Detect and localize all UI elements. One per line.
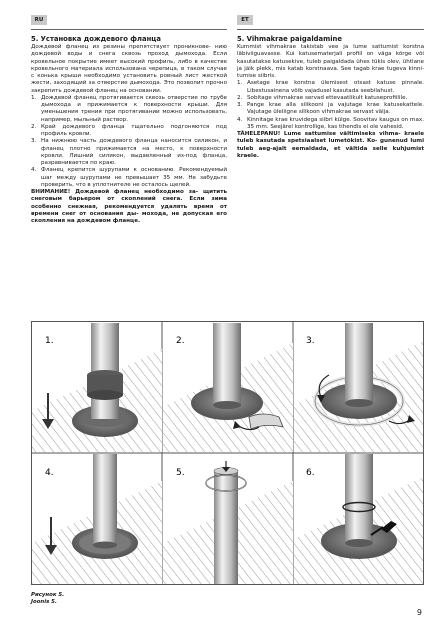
step-item (31, 167, 227, 189)
step-number: 3. (31, 138, 37, 145)
panel-label: 3. (306, 336, 315, 346)
step-number: 1. (237, 80, 243, 87)
step-text: На нижнюю часть дождевого фланца наносится силикон, и фланец плотно прижимается на место, к поверхности кровли. Лишний силикон, выдавленный из-под фланца, разравнивается по краю. (41, 138, 227, 166)
warning-paragraph-ru: ВНИМАНИЕ! Дождевой фланец необходимо за- щитить снеговым барьером от скоплений снега. Если зима особенно снежная, рекомендуется удалять время от времени снег от основания ды- мохода, не допуская его скопления на дождевом фланце. (31, 189, 227, 224)
step-text: Фланец крепится шурупами к основанию. Рекомендуемый шаг между шурупами не превышает 35 мм. Не забудьте проверить, что в уплотнителе не осталось щелей. (41, 167, 227, 188)
step-item (237, 102, 424, 117)
figure-captions (31, 592, 64, 606)
top-rule-right (237, 29, 424, 30)
step-number: 1. (31, 94, 37, 101)
column-russian (31, 35, 227, 225)
column-estonian (237, 35, 424, 160)
page-number: 9 (416, 608, 422, 617)
figure-caption-et: Joonis 5. (31, 599, 57, 605)
section-heading-ru: 5. Установка дождевого фланца (31, 35, 161, 43)
step-item (237, 117, 424, 132)
panel-label: 5. (176, 468, 185, 478)
panel-label: 4. (45, 468, 54, 478)
step-number: 2. (237, 94, 243, 101)
panel-label: 1. (45, 336, 54, 346)
panel-label: 6. (306, 468, 315, 478)
installation-figure-svg (31, 321, 424, 585)
step-text: Дождевой фланец протягивается сквозь отверстие по трубе дымохода и прижимается к поверхности крыши. Для уменьшения трения при протягивании можно использовать, например, мыльный раствор. (41, 94, 227, 123)
step-item (31, 138, 227, 167)
step-item (31, 124, 227, 139)
step-text: Asetage krae korstna ülemisest otsast katuse pinnale. Libestusainena võib vajadusel kasutada seebilahust. (247, 80, 424, 94)
step-text: Pange krae alla silikooni ja vajutage krae katusekattele. Vajutage üleliigne silikoon vihmakrae servast välja. (247, 102, 424, 116)
step-number: 4. (31, 167, 37, 174)
warning-paragraph-et: TÄHELEPANU! Lume sattumise vältimiseks vihma- kraele tuleb kasutada spetsiaalset lumetõkist. Ko- gunenud lumi tuleb aeg-ajalt eemaldada, et vältida selle kuhjumist kraele. (237, 131, 424, 159)
steps-list-ru (31, 95, 227, 189)
section-heading-et: 5. Vihmakrae paigaldamine (237, 35, 342, 43)
installation-figure (31, 321, 424, 585)
step-text: Край дождевого фланца тщательно подгоняются под профиль кровли. (41, 123, 227, 137)
figure-caption-ru: Рисунок 5. (31, 592, 65, 598)
step-item (31, 95, 227, 124)
steps-list-et (237, 80, 424, 131)
top-rule-left (31, 29, 227, 30)
step-text: Kinnitage krae kruvidega siibri külge. Soovitav kaugus on max. 35 mm. Seejärel kontrollige, kas tihendis ei ole vahesid. (247, 116, 424, 130)
language-tag-et: ET (237, 15, 253, 25)
step-text: Sobitage vihmakrae servad ettevaatlikult katuseprofiilile. (247, 94, 408, 101)
step-item (237, 95, 424, 102)
step-number: 4. (237, 116, 243, 123)
step-number: 3. (237, 102, 243, 108)
panel-label: 2. (176, 336, 185, 346)
step-item (237, 80, 424, 95)
intro-paragraph-ru: Дождевой фланец из резины препятствует проникнове- нию дождевой воды и снега сквозь проход дымохода. Если кровельное покрытие имеет высокий профиль, либо в качестве кровельного материала использована черепица, в таком случае с конька крыши необходимо установить ровный лист жесткой жести, заходящий за отверстие дымохода. Это позволит прочно закрепить дождевой фланец на основании. (31, 44, 227, 94)
intro-paragraph-et: Kummist vihmakrae takistab vee ja lume sattumist korstna läbiviiguavasse. Kui katusematerjali profiil on väga kõrge või kasutatakse katusekive, tuleb paigaldada ühes tükis olev, ühtlane ja jäik plekk, mis katab korstnaava. See tagab krae tugeva kinni- tumise siibris. (237, 44, 424, 79)
step-number: 2. (31, 123, 37, 130)
language-tag-ru: RU (31, 15, 47, 25)
